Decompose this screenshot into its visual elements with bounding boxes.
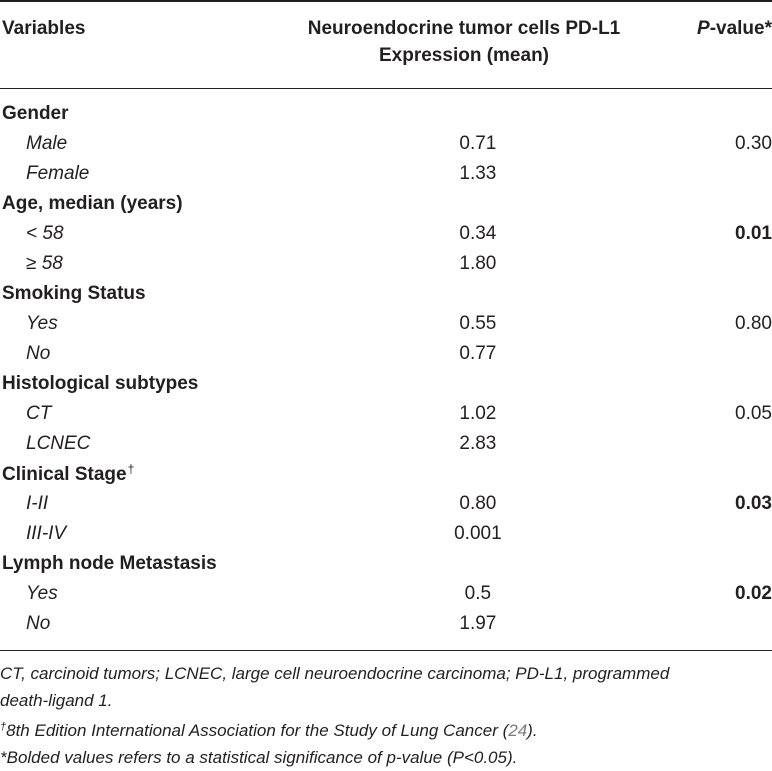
table-row (0, 399, 772, 429)
variable-label: III-IV (26, 523, 67, 544)
expression-value: 0.5 (464, 583, 492, 604)
p-value: 0.30 (735, 133, 772, 154)
group-label: Histological subtypes (2, 373, 199, 394)
table-row (0, 219, 772, 249)
variable-label: Yes (26, 313, 58, 334)
data-table (0, 99, 772, 639)
p-value (645, 519, 772, 549)
header-pvalue (660, 15, 772, 42)
footnotes (0, 660, 772, 771)
p-value (645, 549, 772, 579)
abbreviations-note: CT, carcinoid tumors; LCNEC, large cell neuroendocrine carcinoma; PD-L1, programmed death-ligand 1. (0, 664, 670, 710)
table-row (0, 519, 772, 549)
variable-label: Female (26, 163, 90, 184)
expression-value: 0.55 (459, 313, 497, 334)
variable-label: Male (26, 133, 68, 154)
bottom-rule (0, 650, 772, 651)
p-value (645, 249, 772, 279)
expression-value: 0.34 (459, 223, 497, 244)
expression-value: 1.33 (459, 163, 497, 184)
expression-value: 0.77 (459, 343, 497, 364)
group-label: Clinical Stage† (2, 462, 135, 485)
expression-value: 0.71 (459, 133, 497, 154)
group-row (0, 459, 772, 489)
table-row (0, 609, 772, 639)
variable-label: ≥ 58 (26, 253, 63, 274)
expression-value (311, 549, 645, 579)
p-value (645, 609, 772, 639)
dagger-mark: † (127, 462, 135, 476)
variable-label: No (26, 613, 51, 634)
header-pvalue-rest: -value* (709, 18, 772, 39)
table-row (0, 489, 772, 519)
variable-label: LCNEC (26, 433, 91, 454)
header-expression-line1: Neuroendocrine tumor cells PD-L1 (307, 18, 621, 39)
group-label: Age, median (years) (2, 193, 183, 214)
p-value (645, 429, 772, 459)
header-variables: Variables (2, 18, 86, 39)
table-row (0, 339, 772, 369)
p-value (645, 369, 772, 399)
p-value (645, 279, 772, 309)
group-label: Lymph node Metastasis (2, 553, 217, 574)
p-value (645, 339, 772, 369)
expression-value: 1.02 (459, 403, 497, 424)
expression-value: 1.97 (459, 613, 497, 634)
reference-link[interactable]: 24 (508, 721, 528, 740)
table-row (0, 579, 772, 609)
table-row (0, 429, 772, 459)
expression-value: 0.80 (459, 493, 497, 514)
expression-value (311, 189, 645, 219)
p-value: 0.05 (735, 403, 772, 424)
variable-label: < 58 (26, 223, 64, 244)
variable-label: CT (26, 403, 52, 424)
p-value: 0.80 (735, 313, 772, 334)
variable-label: I-II (26, 493, 49, 514)
p-value (645, 459, 772, 489)
header-expression-line2: Expression (mean) (379, 45, 549, 66)
variable-label: Yes (26, 583, 58, 604)
p-value: 0.02 (735, 583, 772, 604)
p-value: 0.03 (735, 493, 772, 514)
p-value (645, 159, 772, 189)
group-row (0, 189, 772, 219)
expression-value: 0.001 (454, 523, 502, 544)
table-row (0, 159, 772, 189)
p-value: 0.01 (735, 223, 772, 244)
dagger-note: †8th Edition International Association for the Study of Lung Cancer (24). (0, 721, 538, 740)
variable-label: No (26, 343, 51, 364)
expression-value (311, 99, 645, 129)
header-expression (282, 15, 646, 69)
expression-value (311, 459, 645, 489)
expression-value: 2.83 (459, 433, 497, 454)
table-row (0, 129, 772, 159)
asterisk-note: *Bolded values refers to a statistical significance of p-value (P<0.05). (0, 748, 518, 767)
group-label: Gender (2, 103, 69, 124)
header-rule (0, 88, 772, 89)
table-row (0, 309, 772, 339)
top-rule (0, 0, 772, 2)
expression-value: 1.80 (459, 253, 497, 274)
group-row (0, 369, 772, 399)
header-pvalue-italic: P (697, 18, 710, 39)
p-value (645, 189, 772, 219)
group-row (0, 279, 772, 309)
group-label: Smoking Status (2, 283, 146, 304)
dagger-mark: † (0, 721, 7, 733)
group-row (0, 99, 772, 129)
group-row (0, 549, 772, 579)
expression-value (311, 369, 645, 399)
table-row (0, 249, 772, 279)
expression-value (311, 279, 645, 309)
p-value (645, 99, 772, 129)
